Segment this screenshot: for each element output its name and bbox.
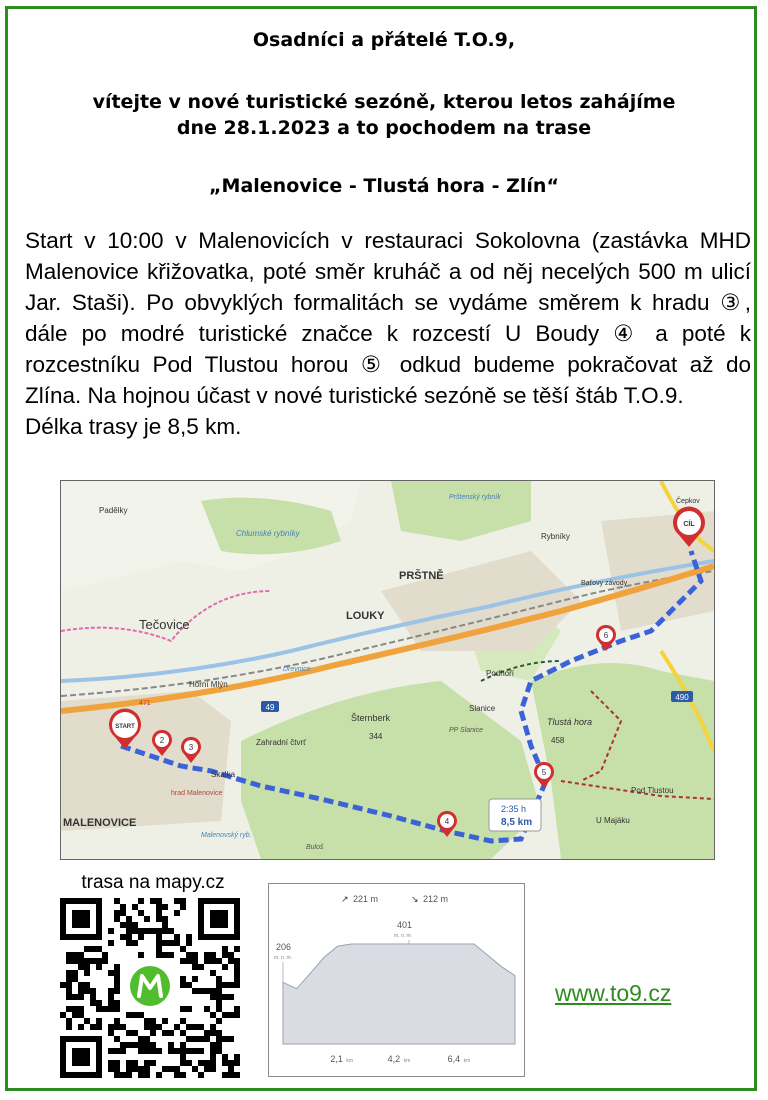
place-pod-tlustou: Pod Tlustou (631, 786, 674, 795)
x-tick-label: 4,2 (387, 1054, 401, 1064)
elevation-chart (269, 884, 524, 1076)
x-tick-unit: km (346, 1058, 353, 1064)
route-info-box (489, 799, 541, 831)
place-sternberk-alt: 344 (369, 732, 383, 741)
route-time: 2:35 h (501, 804, 527, 814)
place-hrad: hrad Malenovice (171, 790, 223, 797)
max-altitude-label: 401 (397, 920, 413, 930)
qr-label: trasa na mapy.cz (81, 872, 225, 893)
x-tick-label: 6,4 (447, 1054, 461, 1064)
place-horni-mlyn: Horní Mlýn (189, 680, 228, 689)
place-rybniky: Rybníky (541, 532, 570, 541)
urban-area (61, 691, 231, 831)
min-altitude-label: 206 (276, 942, 292, 952)
place-prstne: PRŠTNĚ (399, 570, 444, 582)
place-prstensky: Prštenský rybník (449, 494, 501, 501)
place-tecovice: Tečovice (139, 617, 190, 632)
road-number-471 (139, 700, 151, 707)
qr-code-pattern (60, 898, 240, 1078)
svg-text:5: 5 (541, 768, 547, 777)
ascent-indicator (341, 894, 378, 904)
elevation-area (283, 944, 515, 1044)
place-padelky: Padělky (99, 506, 128, 515)
elevation-x-axis (330, 1054, 470, 1064)
place-chlumske: Chlumské rybníky (236, 529, 300, 538)
x-tick-unit: km (463, 1058, 471, 1064)
place-tlusta-hora: Tlustá hora (547, 717, 593, 727)
place-louky: LOUKY (346, 610, 385, 622)
place-sternberk: Šternberk (351, 713, 391, 723)
mapy-cz-logo-icon (126, 962, 174, 1010)
route-distance: 8,5 km (501, 817, 533, 828)
road-number-49 (261, 701, 279, 712)
ascent-value: 221 m (353, 894, 379, 904)
svg-text:↘: ↘ (411, 894, 419, 904)
greeting: Osadníci a přátelé T.O.9, (252, 29, 516, 51)
qr-finder-bottom-left (60, 1036, 102, 1078)
intro-line-2: dne 28.1.2023 a to pochodem na trase (176, 117, 592, 139)
svg-text:START: START (115, 724, 135, 730)
route-length: Délka trasy je 8,5 km. (25, 414, 242, 439)
max-altitude-unit: m. n. m. (394, 933, 413, 939)
place-slanice: Slanice (469, 704, 496, 713)
qr-finder-top-right (198, 898, 240, 940)
place-bulos: Buloš (306, 844, 324, 851)
place-podhori: Podhoří (486, 669, 515, 678)
elevation-series (283, 944, 515, 1044)
place-malenovsky: Malenovský ryb. (201, 832, 252, 839)
place-skalka: Skalka (211, 770, 236, 779)
website-link[interactable]: www.to9.cz (555, 980, 672, 1006)
event-description (25, 225, 751, 442)
place-cepkov: Čepkov (676, 498, 700, 505)
road-number-490 (671, 691, 693, 702)
place-dreva: Dřevnice (283, 666, 311, 673)
svg-text:6: 6 (603, 631, 609, 640)
svg-text:↗: ↗ (341, 894, 349, 904)
svg-text:471: 471 (139, 700, 151, 707)
place-zahradni: Zahradní čtvrť (256, 738, 307, 747)
descent-indicator (411, 894, 448, 904)
map-canvas (61, 481, 714, 859)
descent-value: 212 m (423, 894, 449, 904)
svg-text:490: 490 (675, 693, 689, 702)
place-u-majaku: U Majáku (596, 816, 630, 825)
place-tlusta-alt: 458 (551, 736, 565, 745)
svg-text:CÍL: CÍL (683, 521, 695, 528)
description-paragraph: Start v 10:00 v Malenovicích v restauraci Sokolovna (zastávka MHD Malenovice křižovatka, poté směr kruháč a od něj necelých 500 m ulicí Jar. Staši). Po obvyklých formalitách se vydáme směrem k hradu ③, dále po modré turistické značce k rozcestí U Boudy ④ a poté k rozcestníku Pod Tlustou horou ⑤ odkud budeme pokračovat až do Zlína. Na hojnou účast v nové turistické sezóně se těší štáb T.O.9. (25, 228, 751, 408)
svg-text:2: 2 (159, 736, 165, 745)
place-pp-slanice: PP Slanice (449, 727, 483, 734)
route-map[interactable] (60, 480, 715, 860)
svg-text:49: 49 (265, 703, 275, 712)
route-title: „Malenovice - Tlustá hora - Zlín“ (209, 175, 559, 197)
svg-text:4: 4 (444, 817, 450, 826)
x-tick-label: 2,1 (330, 1054, 343, 1064)
place-batovy: Baťovy závody (581, 580, 628, 587)
x-tick-unit: km (403, 1058, 411, 1064)
svg-text:3: 3 (188, 743, 194, 752)
qr-finder-top-left (60, 898, 102, 940)
place-malenovice: MALENOVICE (63, 817, 137, 829)
intro-line-1: vítejte v nové turistické sezóně, kterou letos zahájíme (92, 91, 676, 113)
qr-code[interactable] (60, 898, 240, 1078)
elevation-profile[interactable] (268, 883, 525, 1077)
min-altitude-unit: m. n. m. (274, 955, 293, 961)
